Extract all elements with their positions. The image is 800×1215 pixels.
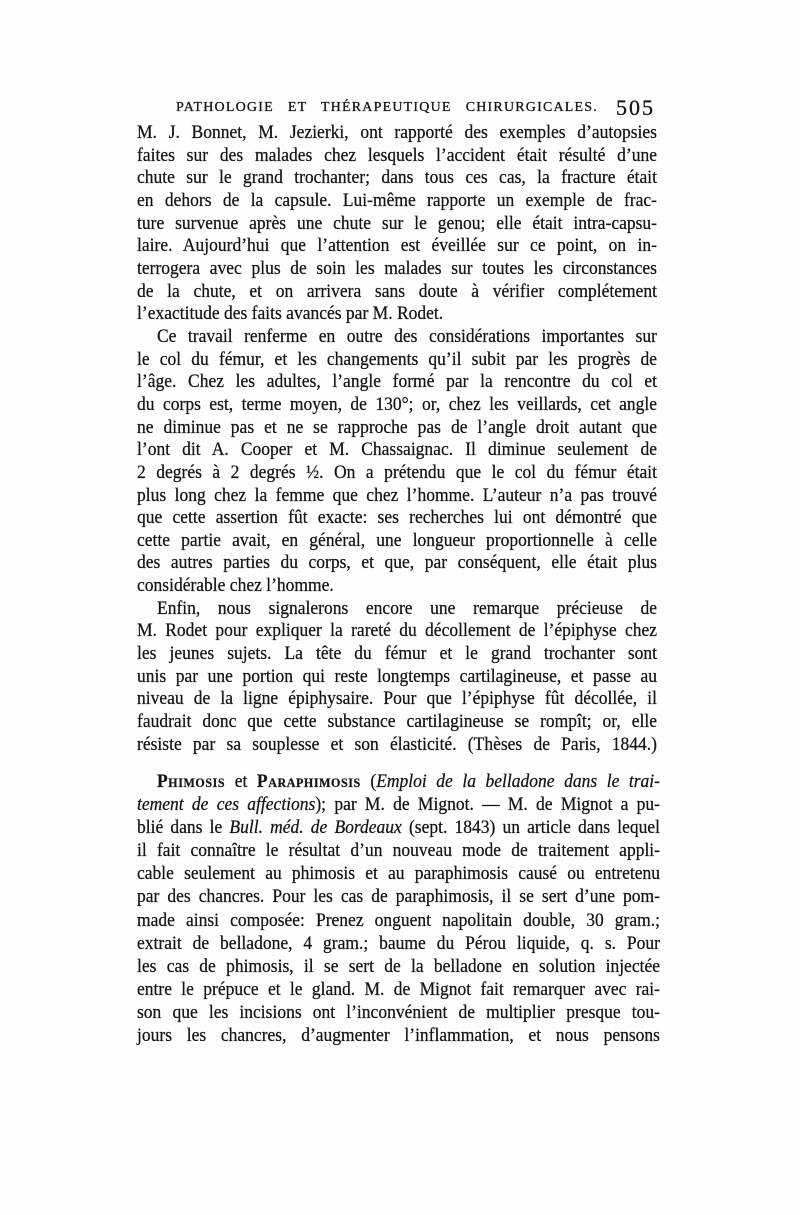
- text-line: faites sur des malades chez lesquels l’accident était résulté d’une: [137, 143, 657, 166]
- article-conjunction: et: [225, 769, 257, 792]
- text-line: Enfin, nous signalerons encore une remarque précieuse de: [157, 596, 657, 619]
- text-fragment: ); par M. de Mignot. — M. de Mignot a pu-: [315, 792, 660, 815]
- text-line: en dehors de la capsule. Lui-même rapporte un exemple de frac-: [137, 188, 657, 211]
- article-term-phimosis: Phimosis: [157, 769, 226, 792]
- article-heading-line: [137, 769, 660, 794]
- text-line: considérable chez l’homme.: [137, 574, 334, 596]
- text-line: chute sur le grand trochanter; dans tous ces cas, la fracture était: [137, 166, 657, 188]
- text-line: niveau de la ligne épiphysaire. Pour que l’épiphyse fût décollée, il: [137, 687, 657, 709]
- text-line: extrait de belladone, 4 gram.; baume du Pérou liquide, q. s. Pour: [137, 931, 660, 954]
- text-line: l’âge. Chez les adultes, l’angle formé par la rencontre du col et: [137, 370, 657, 392]
- text-line: les cas de phimosis, il se sert de la belladone en solution injectée: [137, 954, 660, 977]
- text-line: terrogera avec plus de soin les malades sur toutes les circonstances: [137, 256, 657, 279]
- running-head-title: PATHOLOGIE ET THÉRAPEUTIQUE CHIRURGICALES.: [176, 100, 598, 115]
- article-subtitle: tement de ces affections: [137, 792, 316, 815]
- page-number: 505: [616, 95, 655, 120]
- text-line: [137, 792, 660, 817]
- journal-title: Bull. méd. de Bordeaux: [229, 816, 402, 838]
- text-fragment: (sept. 1843) un article dans lequel: [401, 816, 660, 838]
- paragraph: [137, 325, 657, 597]
- text-line: M. Rodet pour expliquer la rareté du décollement de l’épiphyse chez: [137, 619, 657, 641]
- article-subtitle: Emploi de la belladone dans le trai-: [376, 769, 660, 792]
- text-line: ture survenue après une chute sur le genou; elle était intra-capsu-: [137, 211, 657, 234]
- text-line: Ce travail renferme en outre des considérations importantes sur: [157, 324, 657, 347]
- text-line: laire. Aujourd’hui que l’attention est éveillée sur ce point, on in-: [137, 234, 657, 256]
- paragraph: [137, 597, 657, 756]
- text-line: que cette assertion fût exacte: ses recherches lui ont démontré que: [137, 506, 657, 528]
- text-line: résiste par sa souplesse et son élasticité. (Thèses de Paris, 1844.): [137, 732, 657, 755]
- article-phimosis: [137, 770, 660, 1047]
- text-line: du corps est, terme moyen, de 130°; or, chez les veillards, cet angle: [137, 392, 657, 415]
- text-line: ne diminue pas et ne se rapproche pas de l’angle droit autant que: [137, 415, 657, 438]
- text-line: cette partie avait, en général, une longueur proportionnelle à celle: [137, 528, 657, 551]
- text-line: le col du fémur, et les changements qu’il subit par les progrès de: [137, 347, 657, 370]
- text-fragment: (: [360, 769, 377, 792]
- text-line: [137, 815, 660, 840]
- text-line: faudrait donc que cette substance cartilagineuse se rompît; or, elle: [137, 709, 657, 732]
- text-line: des autres parties du corps, et que, par conséquent, elle était plus: [137, 551, 657, 573]
- text-line: jours les chancres, d’augmenter l’inflammation, et nous pensons: [137, 1023, 660, 1046]
- continued-review: [137, 121, 657, 755]
- text-line: M. J. Bonnet, M. Jezierki, ont rapporté des exemples d’autopsies: [137, 120, 657, 143]
- text-line: plus long chez la femme que chez l’homme. L’auteur n’a pas trouvé: [137, 483, 657, 506]
- text-line: les jeunes sujets. La tête du fémur et le grand trochanter sont: [137, 641, 657, 664]
- text-line: son que les incisions ont l’inconvénient de multiplier presque tou-: [137, 1000, 660, 1023]
- text-line: il fait connaître le résultat d’un nouveau mode de traitement appli-: [137, 839, 660, 861]
- text-line: made ainsi composée: Prenez onguent napolitain double, 30 gram.;: [137, 908, 660, 931]
- text-fragment: blié dans le: [137, 816, 230, 838]
- text-line: l’ont dit A. Cooper et M. Chassaignac. Il diminue seulement de: [137, 438, 657, 460]
- text-line: cable seulement au phimosis et au paraphimosis causé ou entretenu: [137, 862, 660, 884]
- text-line: entre le prépuce et le gland. M. de Mignot fait remarquer avec rai-: [137, 977, 660, 1000]
- text-line: par des chancres. Pour les cas de paraphimosis, il se sert d’une pom-: [137, 885, 660, 907]
- article-term-paraphimosis: Paraphimosis: [256, 769, 361, 792]
- text-line: l’exactitude des faits avancés par M. Rodet.: [137, 302, 444, 324]
- text-line: 2 degrés à 2 degrés ½. On a prétendu que le col du fémur était: [137, 460, 657, 483]
- text-line: de la chute, et on arrivera sans doute à vérifier complétement: [137, 279, 657, 302]
- paragraph: [137, 121, 657, 325]
- text-line: unis par une portion qui reste longtemps cartilagineuse, et passe au: [137, 664, 657, 687]
